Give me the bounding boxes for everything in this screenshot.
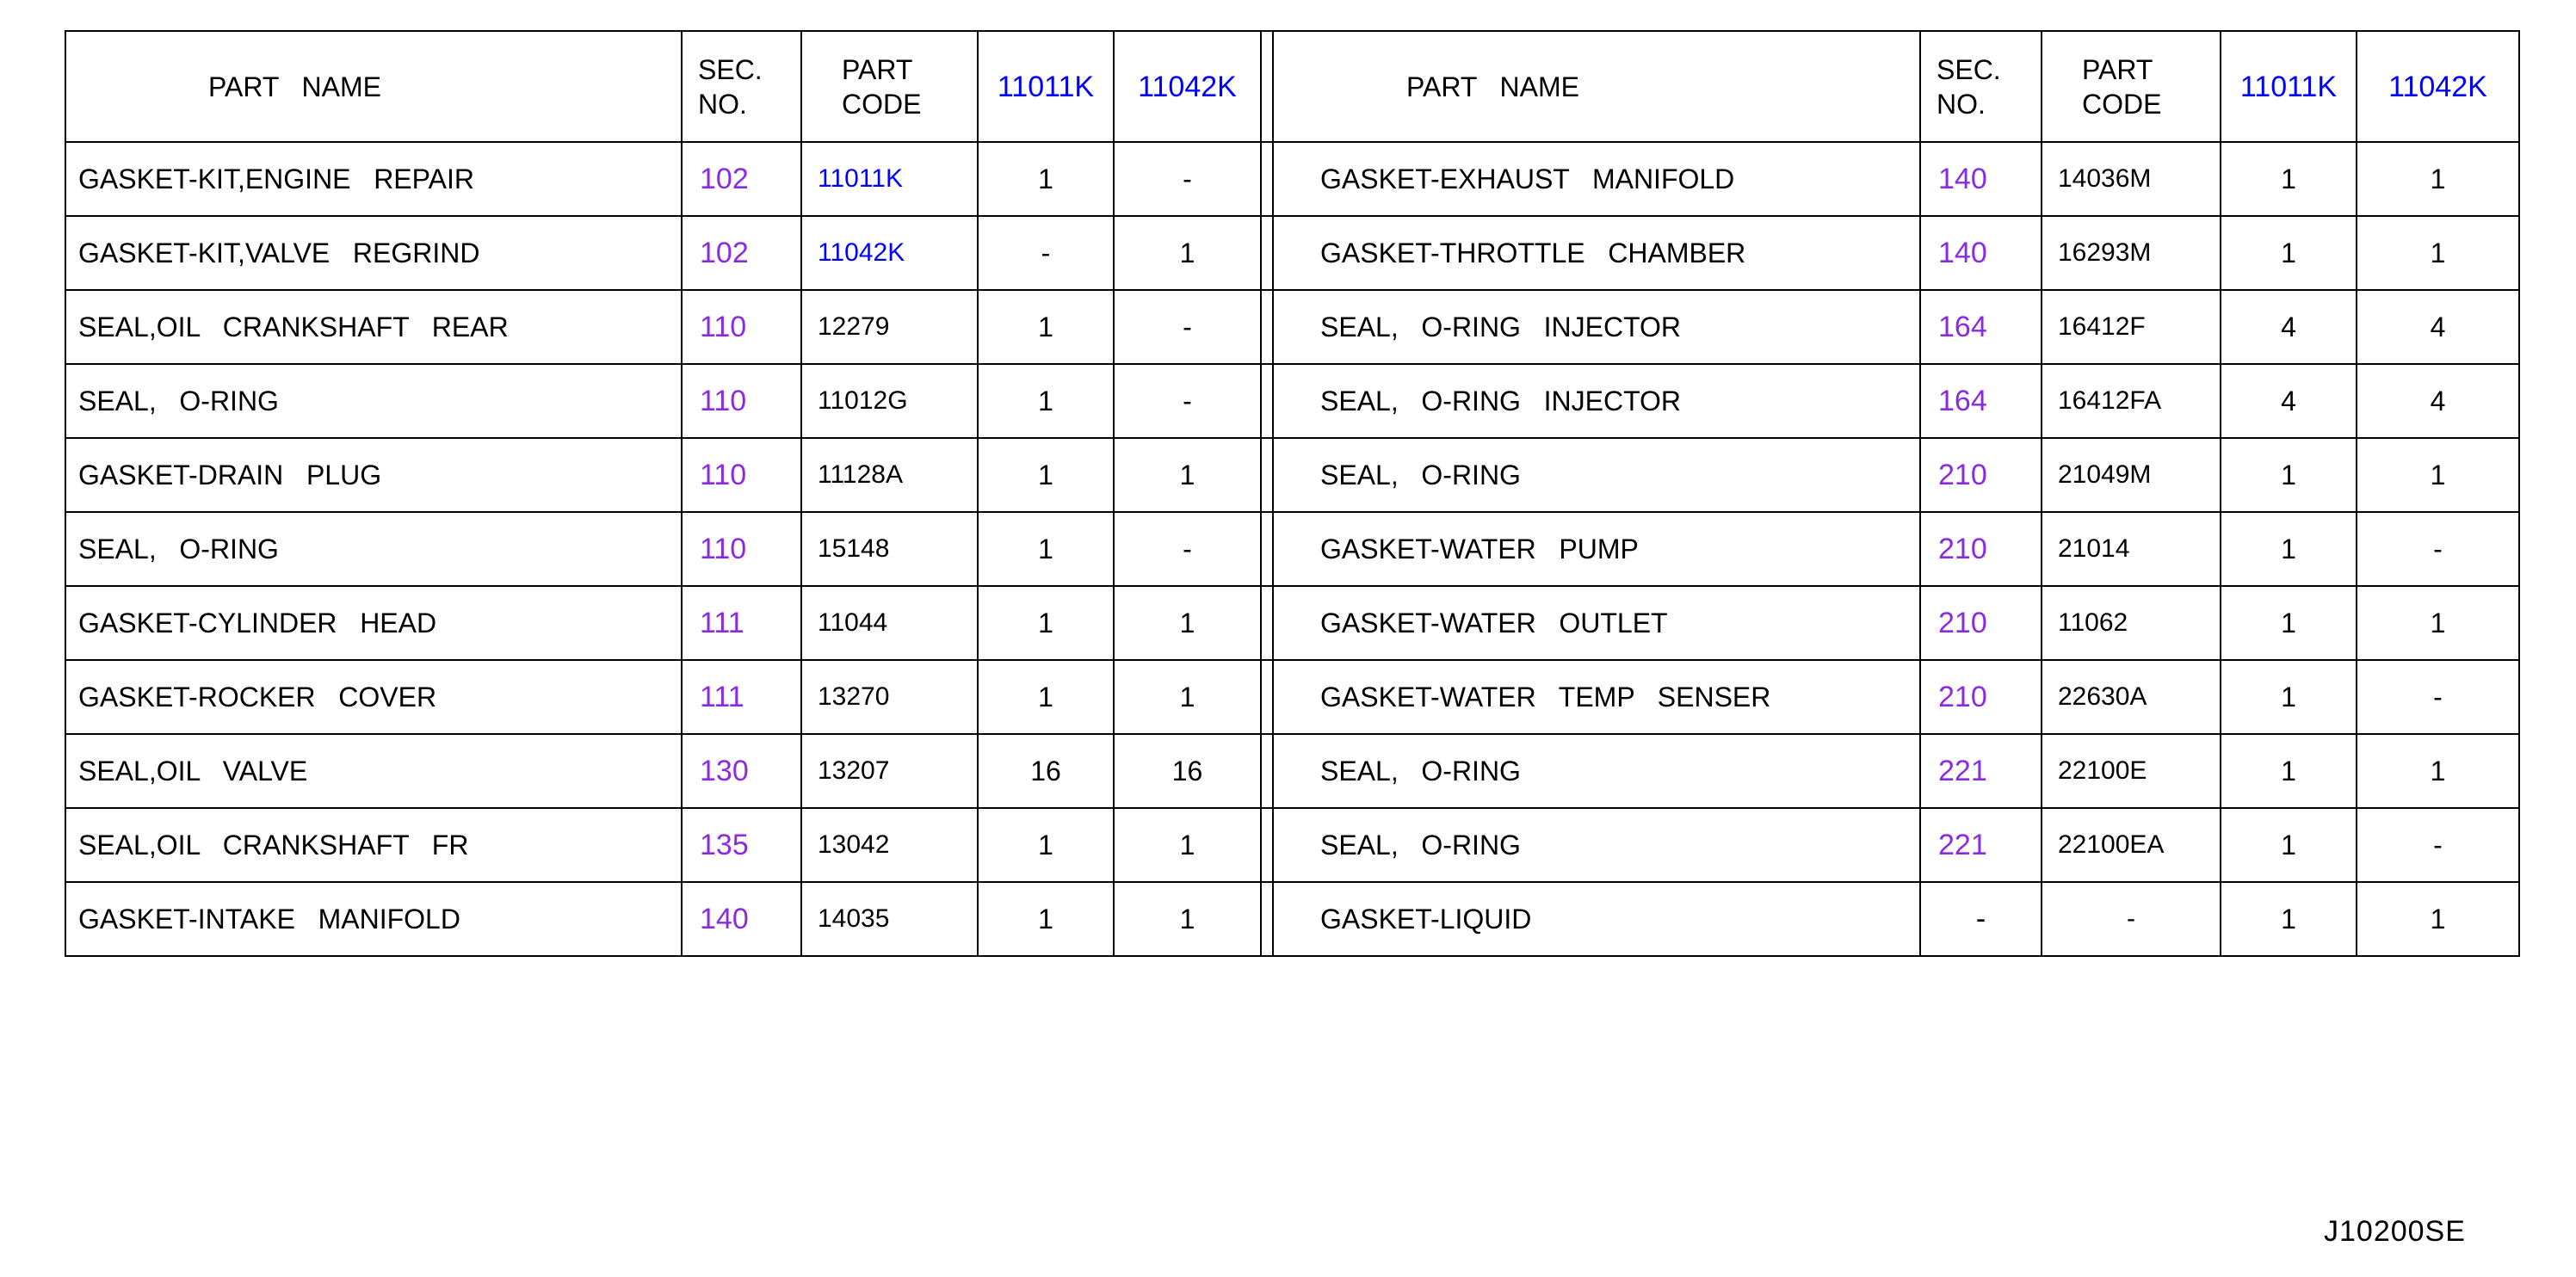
section-number-cell: 140 [1920,216,2042,290]
qty-11042k-cell: 1 [1114,586,1261,660]
part-code-cell: 14036M [2042,142,2221,216]
table-row [65,808,2519,882]
section-number-cell: 210 [1920,586,2042,660]
section-number-cell: 110 [682,512,801,586]
part-code-cell: 11042K [801,216,978,290]
qty-11042k-cell: - [2357,808,2519,882]
qty-11042k-cell: 1 [1114,808,1261,882]
part-code-cell: 22100E [2042,734,2221,808]
part-name-cell: GASKET-KIT,VALVE REGRIND [65,216,682,290]
column-separator [1261,31,1273,142]
column-separator [1261,364,1273,438]
header-kit-11011k-right: 11011K [2221,31,2357,142]
table-row [65,882,2519,956]
section-number-cell: 210 [1920,438,2042,512]
column-separator [1261,142,1273,216]
qty-11042k-cell: 1 [2357,734,2519,808]
part-name-cell: SEAL,OIL CRANKSHAFT FR [65,808,682,882]
header-part-code: PART CODE [801,31,978,142]
part-code-cell: 16293M [2042,216,2221,290]
section-number-cell: 111 [682,660,801,734]
table-row [65,364,2519,438]
part-code-cell: - [2042,882,2221,956]
qty-11011k-cell: 1 [978,142,1114,216]
part-code-cell: 13270 [801,660,978,734]
document-code: J10200SE [2324,1215,2466,1248]
part-code-cell: 13042 [801,808,978,882]
qty-11011k-cell: 1 [2221,216,2357,290]
column-separator [1261,290,1273,364]
table-row [65,142,2519,216]
column-separator [1261,882,1273,956]
column-separator [1261,660,1273,734]
header-part-name: PART NAME [65,31,682,142]
qty-11011k-cell: 1 [978,438,1114,512]
section-number-cell: 164 [1920,364,2042,438]
column-separator [1261,734,1273,808]
table-row [65,216,2519,290]
qty-11011k-cell: 1 [2221,438,2357,512]
part-name-cell: GASKET-CYLINDER HEAD [65,586,682,660]
header-sec-no-right: SEC. NO. [1920,31,2042,142]
table-row [65,290,2519,364]
qty-11011k-cell: 16 [978,734,1114,808]
qty-11011k-cell: 1 [2221,882,2357,956]
header-kit-11011k: 11011K [978,31,1114,142]
column-separator [1261,808,1273,882]
qty-11042k-cell: 1 [1114,660,1261,734]
qty-11011k-cell: 1 [978,512,1114,586]
column-separator [1261,586,1273,660]
table-row [65,512,2519,586]
qty-11011k-cell: 1 [978,364,1114,438]
qty-11011k-cell: 1 [978,882,1114,956]
part-name-cell: GASKET-DRAIN PLUG [65,438,682,512]
section-number-cell: 164 [1920,290,2042,364]
section-number-cell: 102 [682,142,801,216]
header-kit-11042k: 11042K [1114,31,1261,142]
part-name-cell: SEAL, O-RING [1273,438,1920,512]
section-number-cell: 111 [682,586,801,660]
qty-11011k-cell: 4 [2221,364,2357,438]
header-kit-11042k-right: 11042K [2357,31,2519,142]
qty-11011k-cell: 1 [978,660,1114,734]
header-part-name-right: PART NAME [1273,31,1920,142]
part-name-cell: GASKET-LIQUID [1273,882,1920,956]
part-code-cell: 11128A [801,438,978,512]
qty-11042k-cell: 1 [2357,438,2519,512]
qty-11042k-cell: - [1114,142,1261,216]
part-name-cell: SEAL, O-RING [65,512,682,586]
qty-11042k-cell: 1 [1114,882,1261,956]
section-number-cell: 221 [1920,734,2042,808]
section-number-cell: 210 [1920,512,2042,586]
table-row [65,734,2519,808]
section-number-cell: 130 [682,734,801,808]
part-code-cell: 11012G [801,364,978,438]
section-number-cell: 110 [682,364,801,438]
qty-11042k-cell: - [2357,512,2519,586]
part-name-cell: GASKET-WATER TEMP SENSER [1273,660,1920,734]
qty-11042k-cell: 1 [2357,142,2519,216]
column-separator [1261,512,1273,586]
qty-11011k-cell: 1 [978,586,1114,660]
part-name-cell: GASKET-INTAKE MANIFOLD [65,882,682,956]
header-part-code-right: PART CODE [2042,31,2221,142]
part-code-cell: 16412FA [2042,364,2221,438]
part-code-cell: 11062 [2042,586,2221,660]
part-name-cell: SEAL, O-RING INJECTOR [1273,364,1920,438]
table-row [65,660,2519,734]
part-name-cell: GASKET-WATER OUTLET [1273,586,1920,660]
qty-11011k-cell: 1 [2221,660,2357,734]
part-name-cell: GASKET-KIT,ENGINE REPAIR [65,142,682,216]
part-code-cell: 14035 [801,882,978,956]
part-code-cell: 15148 [801,512,978,586]
qty-11042k-cell: 1 [2357,586,2519,660]
part-code-cell: 12279 [801,290,978,364]
qty-11042k-cell: 4 [2357,364,2519,438]
qty-11011k-cell: 1 [2221,512,2357,586]
qty-11011k-cell: 1 [978,290,1114,364]
qty-11011k-cell: 1 [978,808,1114,882]
qty-11011k-cell: 1 [2221,734,2357,808]
part-code-cell: 11011K [801,142,978,216]
qty-11042k-cell: 1 [1114,216,1261,290]
qty-11042k-cell: - [1114,290,1261,364]
part-code-cell: 22100EA [2042,808,2221,882]
qty-11011k-cell: 4 [2221,290,2357,364]
qty-11042k-cell: - [1114,364,1261,438]
part-name-cell: GASKET-ROCKER COVER [65,660,682,734]
section-number-cell: 135 [682,808,801,882]
qty-11042k-cell: - [2357,660,2519,734]
qty-11042k-cell: 1 [2357,882,2519,956]
qty-11042k-cell: 16 [1114,734,1261,808]
part-name-cell: SEAL,OIL VALVE [65,734,682,808]
section-number-cell: 140 [1920,142,2042,216]
section-number-cell: 140 [682,882,801,956]
header-row [65,31,2519,142]
table-row [65,438,2519,512]
qty-11042k-cell: 1 [1114,438,1261,512]
parts-table [65,30,2520,957]
section-number-cell: 221 [1920,808,2042,882]
qty-11042k-cell: 1 [2357,216,2519,290]
part-name-cell: SEAL,OIL CRANKSHAFT REAR [65,290,682,364]
part-code-cell: 13207 [801,734,978,808]
part-code-cell: 11044 [801,586,978,660]
part-name-cell: SEAL, O-RING [1273,808,1920,882]
part-code-cell: 21014 [2042,512,2221,586]
column-separator [1261,216,1273,290]
section-number-cell: 110 [682,290,801,364]
qty-11011k-cell: - [978,216,1114,290]
section-number-cell: 110 [682,438,801,512]
qty-11042k-cell: 4 [2357,290,2519,364]
table-row [65,586,2519,660]
part-name-cell: SEAL, O-RING [65,364,682,438]
part-name-cell: GASKET-WATER PUMP [1273,512,1920,586]
part-name-cell: GASKET-EXHAUST MANIFOLD [1273,142,1920,216]
column-separator [1261,438,1273,512]
part-name-cell: SEAL, O-RING INJECTOR [1273,290,1920,364]
part-code-cell: 21049M [2042,438,2221,512]
qty-11011k-cell: 1 [2221,142,2357,216]
section-number-cell: 210 [1920,660,2042,734]
section-number-cell: 102 [682,216,801,290]
part-code-cell: 16412F [2042,290,2221,364]
section-number-cell: - [1920,882,2042,956]
header-sec-no: SEC. NO. [682,31,801,142]
part-name-cell: SEAL, O-RING [1273,734,1920,808]
qty-11042k-cell: - [1114,512,1261,586]
part-name-cell: GASKET-THROTTLE CHAMBER [1273,216,1920,290]
qty-11011k-cell: 1 [2221,808,2357,882]
qty-11011k-cell: 1 [2221,586,2357,660]
part-code-cell: 22630A [2042,660,2221,734]
